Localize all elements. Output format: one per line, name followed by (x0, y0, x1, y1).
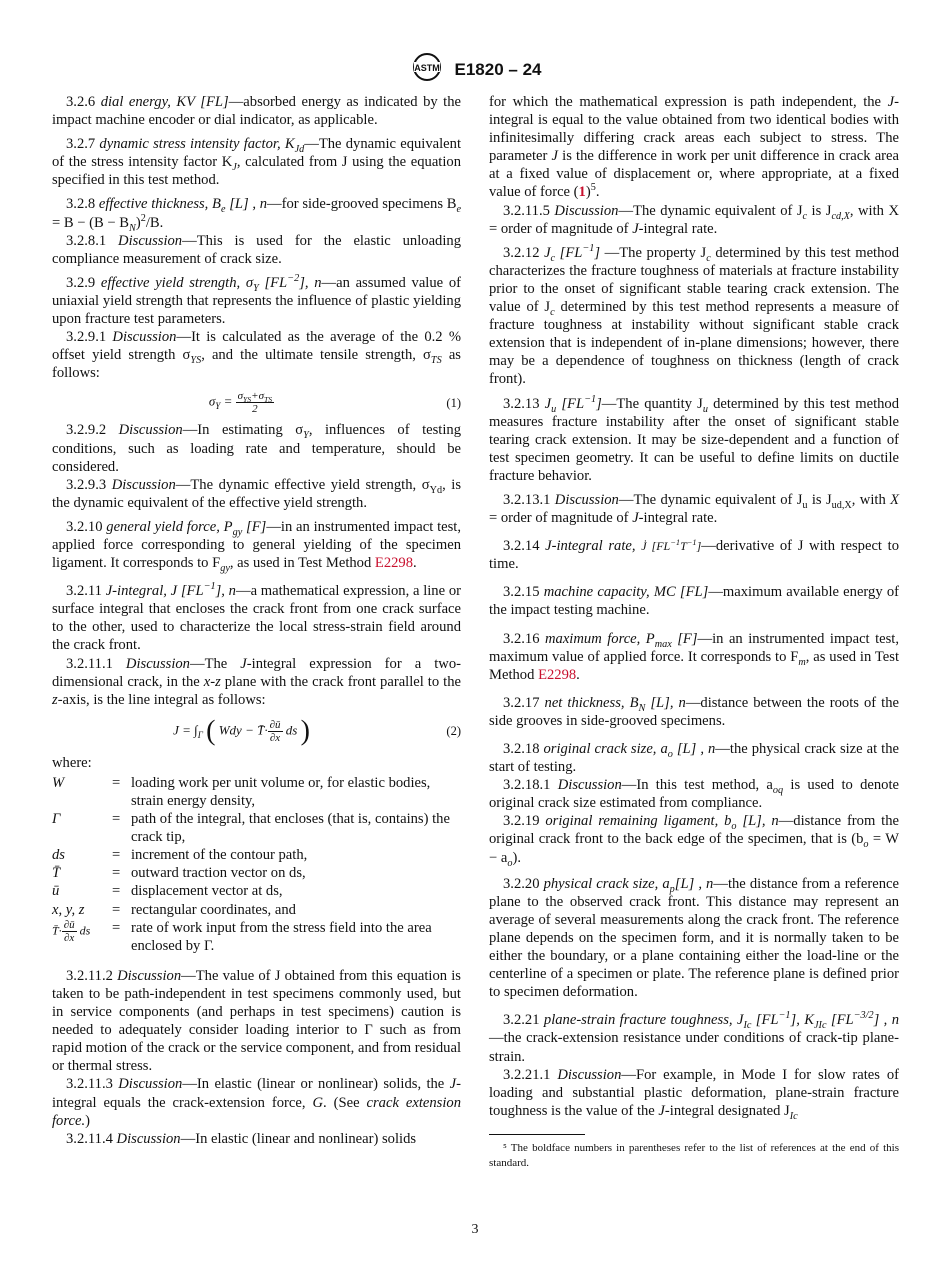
page-number: 3 (471, 1222, 479, 1237)
def-3-2-9-2: 3.2.9.2 Discussion—In estimating $\sigma_Y$, influences of testing conditions, such as loading rate and temperature, should be considered. (52, 422, 461, 475)
footnote-5: ⁵ The boldface numbers in parentheses refer to the list of references at the end of this standard. (489, 1141, 899, 1169)
def-3-2-11-4-continued: for which the mathematical expression is path independent, the J-integral is equal to the value obtained from two identical bodies with infinitesimally differing crack areas each subject to stress. The parameter J is the difference in work per unit difference in crack area at a fixed value of displacement or, where appropriate, at a fixed value of force $(1)^5$. (489, 94, 899, 201)
def-3-2-18-1: 3.2.18.1 Discussion—In this test method, $a_{oq}$ is used to denote original crack size estimated from compliance. (489, 777, 899, 812)
def-3-2-14: 3.2.14 J-integral rate, J̇ $[FL^{-1}T^{-1}]—derivative$ of J with respect to time. (489, 538, 900, 573)
def-3-2-11: 3.2.11 J-integral, J $[FL^{-1}]$, n—a mathematical expression, a line or surface integral that encloses the crack front from one crack surface to the other, used to characterize the local stress-strain field around the crack front. (52, 581, 461, 654)
footnote-divider (489, 1134, 585, 1135)
where-row: ds = increment of the contour path, (52, 847, 308, 864)
def-3-2-13-1: 3.2.13.1 Discussion—The dynamic equivalent of $J_u$ is $J_{ud,X}$, with X = order of magnitude of J-integral rate. (489, 491, 900, 527)
def-3-2-8-1: 3.2.8.1 Discussion—This is used for the elastic unloading compliance measurement of crack size. (52, 232, 461, 267)
astm-logo (409, 52, 445, 87)
eq1-fraction: $\frac{\sigma_{YS}+\sigma_{TS}}{2}$ (237, 390, 273, 416)
left-column (52, 93, 461, 1148)
reference-link-1[interactable]: 1 (578, 184, 586, 201)
eq1-number: (1) (446, 395, 461, 410)
def-3-2-17: 3.2.17 net thickness, $B_N$ [L], n—distance between the roots of the side grooves in side-grooved specimens. (489, 694, 900, 729)
def-3-2-7: 3.2.7 dynamic stress intensity factor, $K_{Jd}—The$ dynamic equivalent of the stress intensity factor $K_J$, calculated from J using the equation specified in this test method. (52, 136, 461, 189)
right-column (489, 93, 899, 1171)
def-3-2-9-1: 3.2.9.1 Discussion—It is calculated as the average of the 0.2 % offset yield strength $\sigma_{YS}$, and the ultimate tensile strength, $\sigma_{TS}$ as follows: (52, 329, 461, 382)
def-3-2-11-4: 3.2.11.4 Discussion—In elastic (linear and nonlinear) solids (66, 1130, 417, 1147)
def-3-2-10: 3.2.10 general yield force, $P_{gy}$ [F]—in an instrumented impact test, applied force corresponding to general yielding of the specimen ligament. It corresponds to $F_{gy}$, as used in Test Method E2298. (52, 518, 461, 574)
def-3-2-15: 3.2.15 machine capacity, MC [FL]—maximum available energy of the impact testing machine. (489, 584, 899, 619)
def-3-2-16: 3.2.16 maximum force, $P_{max}$ [F]—in an instrumented impact test, maximum value of applied force. It corresponds to $F_m$, as used in Test Method E2298. (489, 630, 900, 683)
where-row: T̄ = outward traction vector on ds, (52, 865, 306, 882)
def-3-2-18: 3.2.18 original crack size, $a_o$ [L] , n—the physical crack size at the start of testing. (489, 741, 899, 776)
equation-2: $J = \int_\Gamma$ ( Wdy − T̄· $\frac{\partial ū}{\partial x}$ ds ) (2) (173, 715, 461, 747)
equation-1: $\sigma_Y$ = $\frac{\sigma_{YS}+\sigma_{TS}}{2}$ (1) (208, 390, 461, 416)
def-3-2-20: 3.2.20 physical crack size, $a_p[L]$ , n—the distance from a reference plane to the observed crack front. This distance may represent an average of several measurements along the crack front. The reference plane depends on the specimen form, and it is normally taken to be either the boundary, or a plane containing either the load-line or the centerline of a specimen or plate. The reference plane is defined prior to specimen deformation. (489, 875, 899, 1001)
def-3-2-12: 3.2.12 $J_c$ $[FL^{-1}]$ —The property $J_c$ determined by this test method characterizes the fracture toughness of materials at fracture instability prior to the onset of significant stable tearing crack extension. The value of $J_c$ determined by this test method represents a measure of fracture toughness at instability without significant stable crack extension that is independent of in-plane dimensions; however, there may be a dependence of toughness on thickness (length of crack front). (489, 242, 899, 388)
where-label: where: (52, 754, 92, 771)
where-row: Γ = path of the integral, that encloses (that is, contains) the crack tip, (52, 811, 450, 846)
def-3-2-11-2: 3.2.11.2 Discussion—The value of J obtained from this equation is taken to be path-independent in test specimens commonly used, but in service components (and perhaps in test specimens) caution is needed to adequately consider loading interior to Γ such as from rapid motion of the crack or the service component, and from residual or thermal stress. (52, 967, 461, 1075)
def-3-2-9-3: 3.2.9.3 Discussion—The dynamic effective yield strength, $\sigma_{Yd}$, is the dynamic equivalent of the effective yield strength. (52, 476, 461, 511)
def-3-2-13: 3.2.13 $J_u$ $[FL^{-1}]—The$ quantity $J_u$ determined by this test method measures fracture instability after the onset of significant stable tearing crack extension. It may be size-dependent and a function of test specimen geometry. It can be useful to define limits on ductile fracture behavior. (489, 393, 900, 484)
where-row: T̄· $\frac{\partial ū}{\partial x}$ ds = rate of work input from the stress field into the area enclosed by Γ. (52, 918, 432, 954)
def-3-2-11-5: 3.2.11.5 Discussion—The dynamic equivalent of $J_c$ is $J_{cd,X}$, with X = order of magnitude of J-integral rate. (489, 202, 899, 237)
where-row: x, y, z = rectangular coordinates, and (52, 901, 296, 918)
document-code: E1820 – 24 (454, 59, 542, 79)
def-3-2-9: 3.2.9 effective yield strength, $\sigma_Y$ $[FL^{-2}]$, n—an assumed value of uniaxial yield strength that represents the influence of plastic yielding upon fracture test parameters. (52, 272, 461, 328)
def-3-2-21-1: 3.2.21.1 Discussion—For example, in Mode I for slow rates of loading and substantial plastic deformation, plane-strain fracture toughness is the value of the J-integral designated $J_{Ic}$ (489, 1066, 899, 1122)
def-3-2-21: 3.2.21 plane-strain fracture toughness, $J_{Ic}$ $[FL^{-1}]$, $K_{JIc}$ $[FL^{-3/2}]$ , n—the crack-extension resistance under conditions of crack-tip plane-strain. (489, 1010, 900, 1065)
def-3-2-11-3: 3.2.11.3 Discussion—In elastic (linear or nonlinear) solids, the J-integral equals the crack-extension force, G. (See crack extension force.) (52, 1076, 462, 1129)
def-3-2-6: 3.2.6 dial energy, KV [FL]—absorbed energy as indicated by the impact machine encoder or dial indicator, as applicable. (52, 94, 461, 129)
page-header (0, 52, 950, 87)
svg-text:ASTM: ASTM (413, 63, 440, 73)
link-e2298-2[interactable]: E2298 (538, 666, 577, 683)
where-row: ū = displacement vector at ds, (52, 883, 283, 900)
eq2-number: (2) (446, 724, 461, 739)
def-3-2-8: 3.2.8 effective thickness, $B_e$ [L] , n—for side-grooved specimens $B_e = B - (B - B_N)^2/B$. (52, 196, 461, 234)
where-table (52, 774, 461, 955)
def-3-2-11-1: 3.2.11.1 Discussion—The J-integral expression for a two-dimensional crack, in the x-z plane with the crack front parallel to the z-axis, is the line integral as follows: (52, 655, 461, 708)
link-e2298[interactable]: E2298 (374, 555, 414, 572)
def-3-2-19: 3.2.19 original remaining ligament, $b_o$ [L], n—distance from the original crack front to the back edge of the specimen, that is $(b_o = W - a_o)$. (489, 813, 899, 869)
where-row: W = loading work per unit volume or, for elastic bodies, strain energy density, (52, 774, 431, 809)
